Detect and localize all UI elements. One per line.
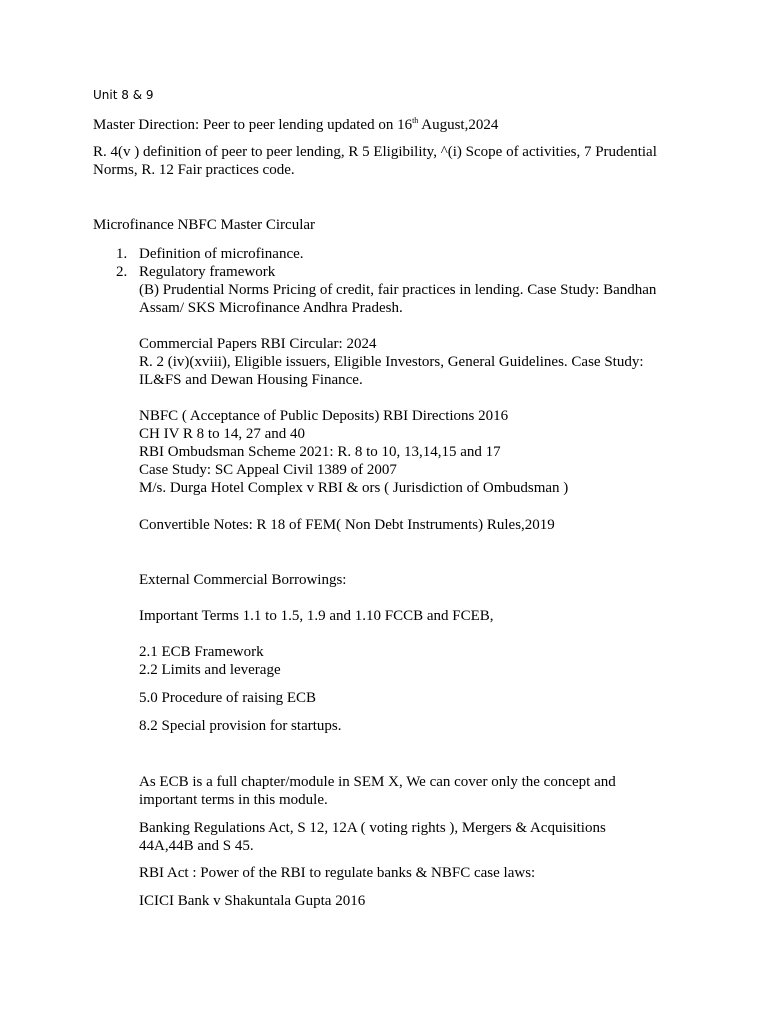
p2p-rules-line: Norms, R. 12 Fair practices code. <box>93 162 295 178</box>
nbfc-line: M/s. Durga Hotel Complex v RBI & ors ( Jurisdiction of Ombudsman ) <box>139 480 569 496</box>
ecb-note-line: As ECB is a full chapter/module in SEM X, We can cover only the concept and <box>139 774 616 790</box>
list-item-number: 2. <box>116 264 128 280</box>
nbfc-line: Case Study: SC Appeal Civil 1389 of 2007 <box>139 462 397 478</box>
nbfc-line: CH IV R 8 to 14, 27 and 40 <box>139 426 305 442</box>
banking-regulations-line: Banking Regulations Act, S 12, 12A ( voting rights ), Mergers & Acquisitions <box>139 820 606 836</box>
prudential-norms-line: (B) Prudential Norms Pricing of credit, fair practices in lending. Case Study: Bandhan <box>139 282 657 298</box>
microfinance-heading: Microfinance NBFC Master Circular <box>93 217 316 233</box>
commercial-papers-line: R. 2 (iv)(xviii), Eligible issuers, Eligible Investors, General Guidelines. Case Study: <box>139 354 644 370</box>
nbfc-deposits-block <box>139 407 568 497</box>
ecb-note-line: important terms in this module. <box>139 792 328 808</box>
nbfc-line: NBFC ( Acceptance of Public Deposits) RBI Directions 2016 <box>139 408 509 424</box>
unit-heading: Unit 8 & 9 <box>93 88 154 102</box>
list-item-number: 1. <box>116 246 128 262</box>
list-item-text: Definition of microfinance. <box>139 246 304 262</box>
rbi-act-line: RBI Act : Power of the RBI to regulate banks & NBFC case laws: <box>139 865 536 881</box>
ecb-important-terms: Important Terms 1.1 to 1.5, 1.9 and 1.10 FCCB and FCEB, <box>139 608 494 624</box>
master-direction-superscript: th <box>412 116 419 125</box>
ecb-note-block <box>139 773 616 809</box>
prudential-norms-block <box>139 281 656 317</box>
nbfc-line: RBI Ombudsman Scheme 2021: R. 8 to 10, 13,14,15 and 17 <box>139 444 501 460</box>
ecb-framework-block <box>139 643 281 679</box>
ecb-procedure-line: 5.0 Procedure of raising ECB <box>139 690 317 706</box>
ecb-startups-line: 8.2 Special provision for startups. <box>139 718 342 734</box>
case-law-line: ICICI Bank v Shakuntala Gupta 2016 <box>139 893 366 909</box>
master-direction-suffix: August,2024 <box>418 117 499 133</box>
list-item-text: Regulatory framework <box>139 264 276 280</box>
commercial-papers-line: Commercial Papers RBI Circular: 2024 <box>139 336 377 352</box>
master-direction-prefix: Master Direction: Peer to peer lending updated on 16 <box>93 117 413 133</box>
p2p-rules-paragraph <box>93 143 657 179</box>
commercial-papers-block <box>139 335 644 389</box>
prudential-norms-line: Assam/ SKS Microfinance Andhra Pradesh. <box>139 300 403 316</box>
banking-regulations-block <box>139 819 606 855</box>
commercial-papers-line: IL&FS and Dewan Housing Finance. <box>139 372 363 388</box>
p2p-rules-line: R. 4(v ) definition of peer to peer lending, R 5 Eligibility, ^(i) Scope of activities, 7 Prudential <box>93 144 657 160</box>
ecb-framework-line: 2.1 ECB Framework <box>139 644 264 660</box>
ecb-heading: External Commercial Borrowings: <box>139 572 347 588</box>
banking-regulations-line: 44A,44B and S 45. <box>139 838 254 854</box>
ecb-limits-line: 2.2 Limits and leverage <box>139 662 281 678</box>
convertible-notes-line: Convertible Notes: R 18 of FEM( Non Debt Instruments) Rules,2019 <box>139 517 555 533</box>
master-direction-line <box>93 116 498 134</box>
